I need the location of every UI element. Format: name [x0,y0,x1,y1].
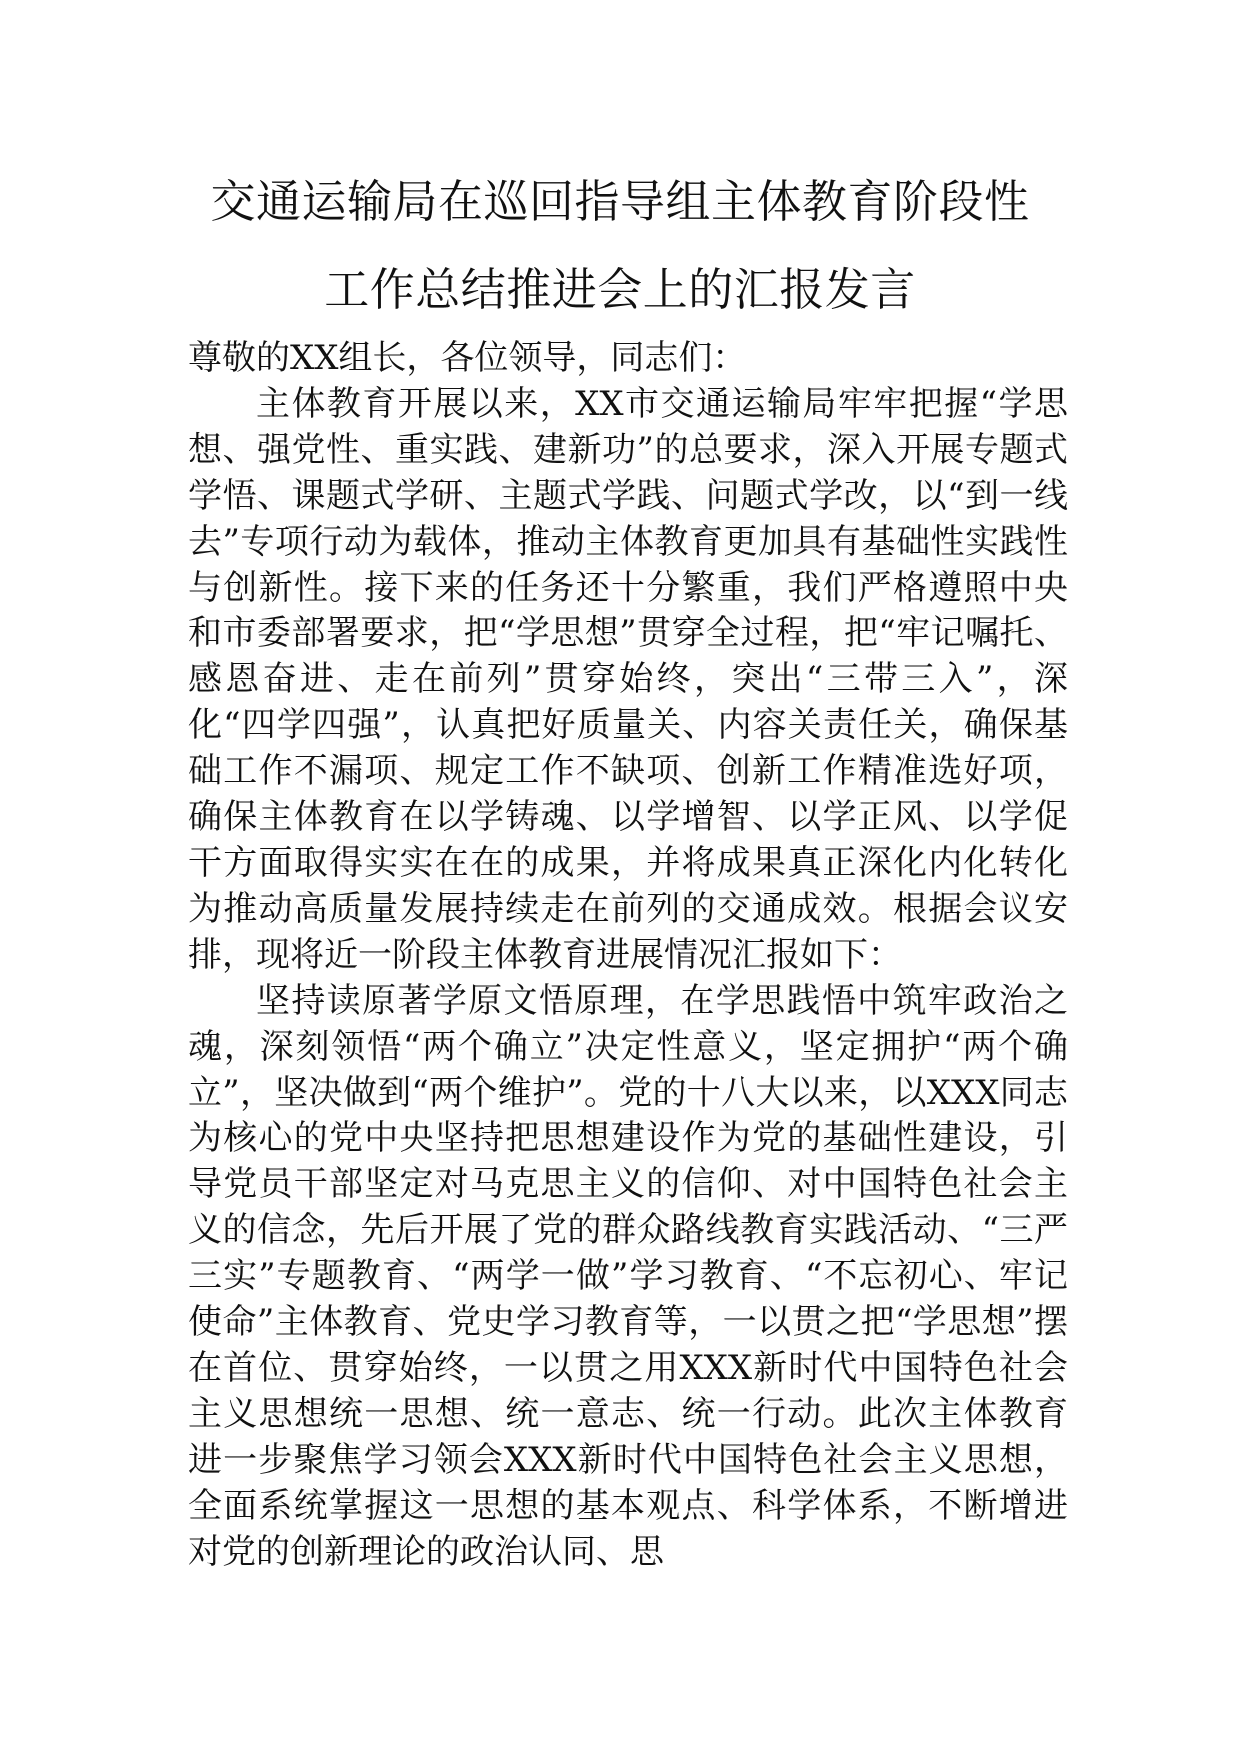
body-paragraph-2: 坚持读原著学原文悟原理，在学思践悟中筑牢政治之魂，深刻领悟“两个确立”决定性意义，坚定拥护“两个确立”，坚决做到“两个维护”。党的十八大以来，以XXX同志为核心的党中央坚持把思想建设作为党的基础性建设，引导党员干部坚定对马克思主义的信仰、对中国特色社会主义的信念，先后开展了党的群众路线教育实践活动、“三严三实”专题教育、“两学一做”学习教育、“不忘初心、牢记使命”主体教育、党史学习教育等，一以贯之把“学思想”摆在首位、贯穿始终，一以贯之用XXX新时代中国特色社会主义思想统一思想、统一意志、统一行动。此次主体教育进一步聚焦学习领会XXX新时代中国特色社会主义思想，全面系统掌握这一思想的基本观点、科学体系，不断增进对党的创新理论的政治认同、思 [188,980,1068,1572]
document-body [188,336,1068,1575]
salutation: 尊敬的XX组长，各位领导，同志们： [188,338,747,378]
body-paragraph-1: 主体教育开展以来，XX市交通运输局牢牢把握“学思想、强党性、重实践、建新功”的总要求，深入开展专题式学悟、课题式学研、主题式学践、问题式学改，以“到一线去”专项行动为载体，推动主体教育更加具有基础性实践性与创新性。接下来的任务还十分繁重，我们严格遵照中央和市委部署要求，把“学思想”贯穿全过程，把“牢记嘱托、感恩奋进、走在前列”贯穿始终，突出“三带三入”，深化“四学四强”，认真把好质量关、内容关责任关，确保基础工作不漏项、规定工作不缺项、创新工作精准选好项，确保主体教育在以学铸魂、以学增智、以学正风、以学促干方面取得实实在在的成果，并将成果真正深化内化转化为推动高质量发展持续走在前列的交通成效。根据会议安排，现将近一阶段主体教育进展情况汇报如下： [188,383,1068,975]
document-title-line-2: 工作总结推进会上的汇报发言 [324,263,916,316]
document-title-line-1: 交通运输局在巡回指导组主体教育阶段性 [210,175,1030,228]
